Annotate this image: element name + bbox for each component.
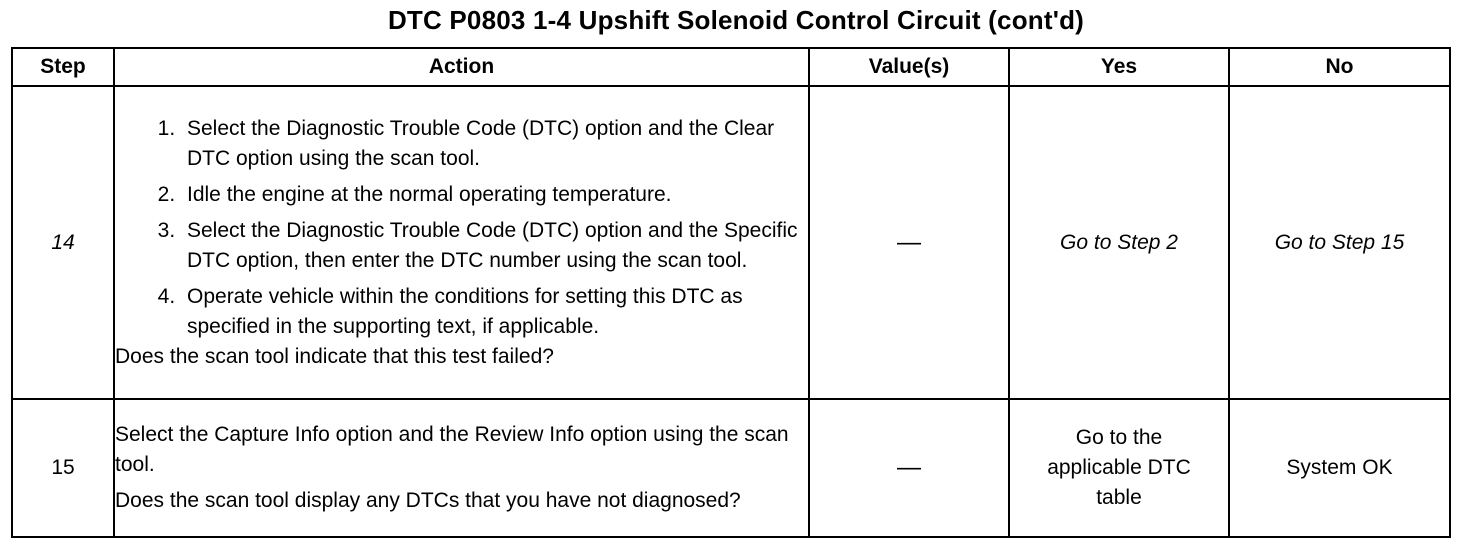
yes-result: Go to the applicable DTC table bbox=[1009, 399, 1229, 537]
action-question: Does the scan tool display any DTCs that you have not diagnosed? bbox=[115, 489, 741, 512]
action-question: Does the scan tool indicate that this test failed? bbox=[115, 344, 554, 368]
column-header-action: Action bbox=[114, 48, 809, 86]
action-cell bbox=[114, 86, 809, 399]
table-header-row bbox=[12, 48, 1450, 86]
table-row-step-14 bbox=[12, 86, 1450, 399]
action-step: 4. Operate vehicle within the conditions for setting this DTC as specified in the supporting text, if applicable. bbox=[181, 282, 808, 342]
yes-result: Go to Step 2 bbox=[1009, 86, 1229, 399]
step-number: 14 bbox=[12, 86, 114, 399]
action-step: 2. Idle the engine at the normal operating temperature. bbox=[181, 180, 808, 210]
step-number: 15 bbox=[12, 399, 114, 537]
value-cell: — bbox=[809, 399, 1009, 537]
diagnostic-table bbox=[11, 47, 1451, 538]
action-cell bbox=[114, 399, 809, 537]
action-step: 3. Select the Diagnostic Trouble Code (DTC) option and the Specific DTC option, then enter the DTC number using the scan tool. bbox=[181, 216, 808, 276]
no-result: Go to Step 15 bbox=[1229, 86, 1450, 399]
action-steps-list bbox=[115, 114, 808, 342]
column-header-step: Step bbox=[12, 48, 114, 86]
table-row-step-15 bbox=[12, 399, 1450, 537]
page-title: DTC P0803 1-4 Upshift Solenoid Control Circuit (cont'd) bbox=[387, 5, 1085, 35]
value-cell: — bbox=[809, 86, 1009, 399]
no-result: System OK bbox=[1229, 399, 1450, 537]
action-step: 1. Select the Diagnostic Trouble Code (DTC) option and the Clear DTC option using the scan tool. bbox=[181, 114, 808, 174]
column-header-no: No bbox=[1229, 48, 1450, 86]
column-header-yes: Yes bbox=[1009, 48, 1229, 86]
column-header-values: Value(s) bbox=[809, 48, 1009, 86]
action-instruction: Select the Capture Info option and the Review Info option using the scan tool. bbox=[115, 423, 789, 476]
